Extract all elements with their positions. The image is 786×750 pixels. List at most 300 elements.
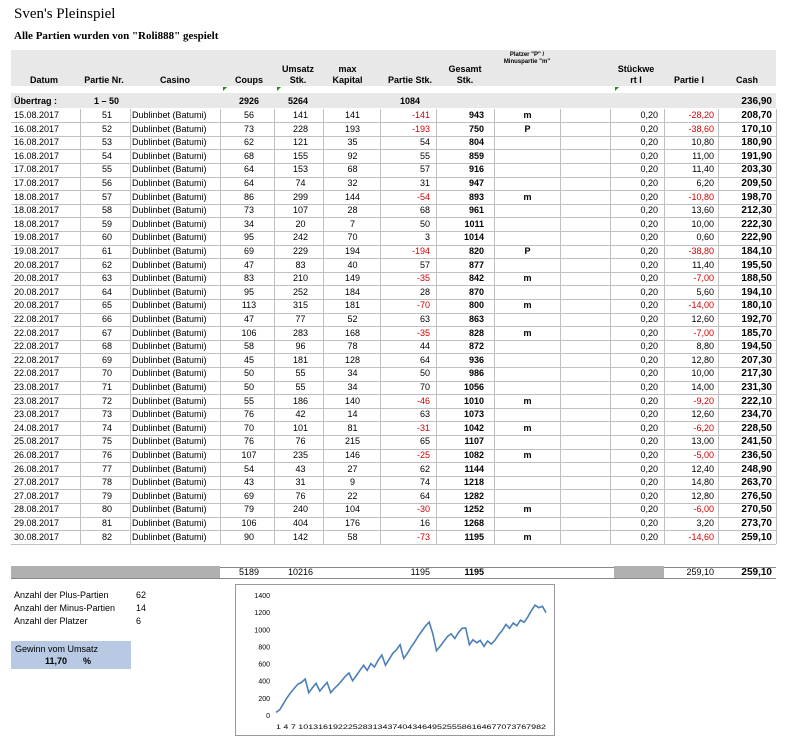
cell-pi: 14,80 — [691, 477, 714, 488]
cell-pi: 12,80 — [691, 490, 714, 501]
total-partie-i: 259,10 — [686, 567, 714, 577]
cell-umsatz: 181 — [292, 354, 309, 365]
cell-coups: 43 — [243, 477, 254, 488]
cell-nr: 57 — [101, 191, 112, 202]
cell-sw: 0,20 — [640, 300, 658, 311]
cell-date: 26.08.2017 — [14, 463, 60, 474]
cell-coups: 47 — [243, 259, 254, 270]
cell-coups: 73 — [243, 205, 254, 216]
cell-sw: 0,20 — [640, 450, 658, 460]
cell-nr: 79 — [101, 490, 112, 501]
cell-max: 7 — [349, 218, 355, 229]
cell-max: 141 — [344, 110, 361, 120]
cell-coups: 70 — [243, 422, 254, 433]
column-divider — [80, 109, 81, 544]
header-partie-stk: Partie Stk. — [387, 75, 433, 85]
y-tick-label: 600 — [258, 661, 270, 669]
cell-sw: 0,20 — [640, 382, 658, 392]
cell-pi: 10,00 — [691, 368, 714, 379]
cell-sw: 0,20 — [640, 395, 658, 406]
cell-gesamt: 1195 — [464, 531, 484, 542]
cell-coups: 106 — [241, 518, 257, 528]
gewinn-label: Gewinn vom Umsatz — [15, 644, 99, 654]
cell-max: 52 — [347, 314, 358, 324]
carry-gesamt: 1084 — [399, 96, 421, 106]
cell-umsatz: 20 — [295, 218, 306, 229]
cell-gesamt: 1252 — [463, 504, 484, 515]
cell-date: 16.08.2017 — [14, 123, 60, 134]
cell-umsatz: 141 — [292, 110, 309, 120]
cell-umsatz: 55 — [295, 368, 306, 379]
cell-max: 193 — [344, 123, 361, 134]
cell-flag: m — [523, 300, 532, 311]
cell-max: 32 — [347, 178, 358, 188]
row-divider — [11, 544, 776, 545]
cell-gesamt: 1042 — [463, 422, 484, 433]
cell-pi: -7,00 — [693, 327, 714, 338]
cell-cash: 188,50 — [741, 273, 772, 285]
cell-sw: 0,20 — [640, 232, 658, 243]
column-divider — [380, 109, 381, 544]
cell-date: 20.08.2017 — [14, 286, 60, 297]
cell-date: 15.08.2017 — [14, 110, 60, 120]
header-cash: Cash — [735, 75, 758, 85]
cell-max: 35 — [347, 137, 358, 148]
cell-nr: 80 — [101, 504, 112, 515]
cell-sw: 0,20 — [640, 368, 658, 379]
cell-max: 34 — [347, 368, 358, 379]
cell-cash: 207,30 — [741, 354, 772, 366]
cell-max: 78 — [347, 341, 358, 352]
cell-gesamt: 1014 — [463, 232, 484, 243]
cell-gesamt: 893 — [468, 191, 484, 202]
cell-gesamt: 859 — [468, 150, 484, 161]
cell-coups: 95 — [243, 232, 254, 243]
cell-sw: 0,20 — [640, 504, 658, 515]
cell-umsatz: 142 — [292, 531, 309, 542]
carry-umsatz: 5264 — [287, 96, 309, 106]
cell-gesamt: 863 — [468, 314, 484, 324]
cell-nr: 82 — [101, 531, 112, 542]
cell-nr: 51 — [101, 110, 112, 120]
cell-flag — [505, 136, 550, 149]
cell-partie: 28 — [419, 286, 430, 297]
cell-casino: Dublinbet (Batumi) — [132, 409, 207, 420]
cell-flag: m — [523, 450, 532, 460]
cell-partie: 63 — [419, 409, 430, 420]
cell-casino: Dublinbet (Batumi) — [132, 463, 207, 474]
cell-casino: Dublinbet (Batumi) — [132, 150, 207, 161]
cell-nr: 53 — [101, 137, 112, 148]
cell-gesamt: 961 — [468, 205, 484, 216]
cell-coups: 47 — [243, 314, 254, 324]
cell-max: 140 — [344, 395, 361, 406]
cell-cash: 194,10 — [741, 286, 772, 298]
cell-nr: 61 — [101, 246, 112, 256]
cell-nr: 54 — [101, 150, 112, 161]
cell-flag — [505, 259, 550, 272]
cell-gesamt: 1268 — [463, 518, 484, 528]
cell-date: 20.08.2017 — [14, 300, 60, 311]
cell-cash: 222,90 — [741, 232, 772, 244]
cell-partie: -25 — [416, 450, 430, 460]
cell-date: 19.08.2017 — [14, 232, 60, 243]
cell-casino: Dublinbet (Batumi) — [132, 246, 207, 256]
cell-umsatz: 240 — [292, 504, 309, 515]
cell-date: 17.08.2017 — [14, 178, 60, 188]
cell-cash: 184,10 — [741, 246, 772, 257]
cell-nr: 74 — [101, 422, 112, 433]
cell-cash: 198,70 — [741, 191, 772, 203]
cell-nr: 59 — [101, 218, 112, 229]
cell-partie: 74 — [419, 477, 430, 488]
cell-nr: 67 — [101, 327, 112, 338]
cell-partie: 62 — [419, 463, 430, 474]
cell-nr: 72 — [101, 395, 112, 406]
cell-partie: 44 — [419, 341, 430, 352]
stat-platzer — [14, 616, 142, 626]
cell-gesamt: 947 — [468, 178, 484, 188]
cell-flag — [505, 177, 550, 190]
cell-flag — [505, 463, 550, 476]
cell-partie: 64 — [419, 490, 430, 501]
cell-umsatz: 76 — [295, 490, 306, 501]
cell-umsatz: 101 — [292, 422, 309, 433]
cell-cash: 222,30 — [741, 218, 772, 230]
cell-nr: 77 — [101, 463, 112, 474]
column-divider — [718, 109, 719, 544]
cell-pi: -10,80 — [688, 191, 714, 202]
cell-date: 30.08.2017 — [14, 531, 60, 542]
cell-gesamt: 1107 — [464, 436, 484, 447]
cell-sw: 0,20 — [640, 246, 658, 256]
cell-pi: 12,60 — [691, 314, 714, 324]
cell-nr: 69 — [101, 354, 112, 365]
cell-partie: 55 — [419, 150, 430, 161]
cell-gesamt: 1144 — [464, 463, 484, 474]
cell-gesamt: 1082 — [463, 450, 484, 460]
cell-casino: Dublinbet (Batumi) — [132, 314, 207, 324]
cell-nr: 56 — [101, 178, 112, 188]
comment-marker — [223, 87, 227, 91]
cell-nr: 73 — [101, 409, 112, 420]
cell-gesamt: 804 — [468, 137, 484, 148]
cell-cash: 180,10 — [741, 300, 772, 312]
cell-max: 68 — [347, 164, 358, 175]
cell-umsatz: 155 — [292, 150, 309, 161]
cell-casino: Dublinbet (Batumi) — [132, 490, 207, 501]
total-gesamt: 1195 — [464, 567, 484, 577]
column-divider — [274, 109, 275, 544]
cell-cash: 231,30 — [741, 382, 772, 393]
cell-casino: Dublinbet (Batumi) — [132, 300, 207, 311]
cell-flag: m — [523, 531, 532, 542]
cell-coups: 54 — [243, 463, 254, 474]
cell-sw: 0,20 — [640, 341, 658, 352]
cell-coups: 83 — [243, 273, 254, 284]
cell-partie: -194 — [411, 246, 430, 256]
total-cash: 259,10 — [741, 567, 772, 578]
cell-partie: 50 — [419, 218, 430, 229]
cell-gesamt: 1282 — [463, 490, 484, 501]
cell-flag — [505, 435, 550, 448]
cell-pi: 11,00 — [692, 150, 714, 161]
cell-max: 184 — [344, 286, 361, 297]
cell-pi: 12,40 — [691, 463, 714, 474]
cell-partie: 63 — [419, 314, 430, 324]
cell-cash: 195,50 — [741, 259, 772, 271]
cell-cash: 259,10 — [741, 531, 772, 543]
cell-flag — [505, 340, 550, 353]
cell-coups: 79 — [243, 504, 254, 515]
cell-cash: 212,30 — [741, 205, 772, 217]
header-datum: Datum — [29, 75, 58, 85]
cell-umsatz: 83 — [295, 259, 306, 270]
cell-coups: 86 — [243, 191, 254, 202]
total-coups: 5189 — [238, 567, 260, 577]
column-divider — [323, 109, 324, 544]
cell-partie: 65 — [419, 436, 430, 447]
cell-umsatz: 74 — [295, 178, 306, 188]
cell-date: 18.08.2017 — [14, 191, 60, 202]
cell-nr: 55 — [101, 164, 112, 175]
cell-coups: 45 — [243, 354, 254, 365]
chart-box — [235, 584, 555, 736]
y-tick-label: 1000 — [254, 627, 270, 635]
cell-sw: 0,20 — [640, 518, 658, 528]
cell-gesamt: 800 — [468, 300, 484, 311]
cell-max: 176 — [344, 518, 361, 528]
cell-casino: Dublinbet (Batumi) — [132, 395, 207, 406]
cell-casino: Dublinbet (Batumi) — [132, 368, 207, 379]
cell-max: 149 — [344, 273, 361, 284]
cell-coups: 69 — [243, 490, 254, 501]
cell-flag: m — [523, 504, 532, 515]
carry-label: Übertrag : — [14, 96, 58, 106]
cell-nr: 58 — [101, 205, 112, 216]
cell-gesamt: 820 — [468, 246, 484, 256]
cell-max: 168 — [344, 327, 361, 338]
cell-max: 28 — [347, 205, 358, 216]
cell-casino: Dublinbet (Batumi) — [132, 123, 207, 134]
cell-coups: 90 — [243, 531, 254, 542]
cell-sw: 0,20 — [640, 314, 658, 324]
cell-sw: 0,20 — [640, 422, 658, 433]
cell-umsatz: 107 — [292, 205, 309, 216]
cell-cash: 209,50 — [741, 178, 772, 189]
cell-gesamt: 870 — [468, 286, 484, 297]
cell-casino: Dublinbet (Batumi) — [132, 232, 207, 243]
stat-plus-value: 62 — [136, 590, 147, 600]
carry-cash: 236,90 — [741, 96, 772, 107]
cell-flag: m — [523, 273, 532, 284]
cell-gesamt: 750 — [468, 123, 484, 134]
cell-nr: 70 — [101, 368, 112, 379]
cell-cash: 222,10 — [741, 395, 772, 407]
cell-partie: 16 — [419, 518, 430, 528]
cell-cash: 192,70 — [741, 314, 772, 325]
cell-gesamt: 1010 — [463, 395, 484, 406]
cell-coups: 64 — [243, 178, 254, 188]
y-tick-label: 1400 — [254, 593, 270, 600]
page-subtitle: Alle Partien wurden von "Roli888" gespielt — [14, 30, 219, 42]
cell-max: 9 — [349, 477, 355, 488]
cell-cash: 217,30 — [741, 368, 772, 380]
cell-flag: P — [524, 123, 531, 134]
cell-flag — [505, 490, 550, 503]
cell-flag — [505, 204, 550, 217]
cell-umsatz: 210 — [292, 273, 309, 284]
line-chart — [236, 585, 554, 735]
cell-max: 194 — [344, 246, 361, 256]
cell-flag: m — [523, 110, 532, 120]
cell-date: 25.08.2017 — [14, 436, 60, 447]
cell-flag — [505, 381, 550, 394]
cell-umsatz: 252 — [292, 286, 309, 297]
cell-casino: Dublinbet (Batumi) — [132, 518, 207, 528]
total-partie: 1195 — [410, 567, 430, 577]
cell-flag — [505, 517, 550, 530]
cell-nr: 65 — [101, 300, 112, 311]
cell-cash: 234,70 — [741, 409, 772, 421]
cell-sw: 0,20 — [640, 354, 658, 365]
cell-pi: 3,20 — [696, 518, 714, 528]
cell-pi: -9,20 — [693, 395, 714, 406]
cell-sw: 0,20 — [640, 164, 658, 175]
cell-sw: 0,20 — [640, 286, 658, 297]
cell-cash: 241,50 — [741, 436, 772, 448]
cell-date: 20.08.2017 — [14, 259, 60, 270]
cell-umsatz: 76 — [295, 436, 306, 447]
cell-sw: 0,20 — [640, 273, 658, 284]
page-title: Sven's Pleinspiel — [14, 6, 116, 22]
header-stueckwert: Stückwe rt I — [617, 64, 655, 85]
cell-nr: 64 — [101, 286, 112, 297]
cell-date: 22.08.2017 — [14, 368, 60, 379]
cell-gesamt: 1218 — [463, 477, 484, 488]
cell-pi: 8,80 — [696, 341, 714, 352]
cell-partie: -31 — [416, 422, 430, 433]
header-partie-i: Partie I — [673, 75, 704, 85]
cell-flag: m — [523, 395, 532, 406]
column-divider — [494, 109, 495, 544]
cell-pi: -38,80 — [688, 246, 714, 256]
stat-minus-label: Anzahl der Minus-Partien — [14, 603, 116, 613]
cell-coups: 107 — [241, 450, 257, 460]
cell-pi: 12,80 — [691, 354, 714, 365]
cell-casino: Dublinbet (Batumi) — [132, 259, 207, 270]
cell-nr: 62 — [101, 259, 112, 270]
cell-sw: 0,20 — [640, 123, 658, 134]
cell-date: 22.08.2017 — [14, 327, 60, 338]
cell-partie: -35 — [416, 327, 430, 338]
cell-partie: 57 — [419, 259, 430, 270]
cell-gesamt: 1073 — [463, 409, 484, 420]
cell-umsatz: 77 — [295, 314, 306, 324]
cell-cash: 170,10 — [741, 123, 772, 135]
cell-pi: 12,60 — [691, 409, 714, 420]
cell-sw: 0,20 — [640, 178, 658, 188]
cell-casino: Dublinbet (Batumi) — [132, 382, 207, 392]
cell-nr: 52 — [101, 123, 112, 134]
cell-max: 40 — [347, 259, 358, 270]
cell-date: 22.08.2017 — [14, 354, 60, 365]
cell-umsatz: 229 — [292, 246, 309, 256]
column-divider — [220, 109, 221, 544]
cell-coups: 106 — [241, 327, 257, 338]
cell-coups: 95 — [243, 286, 254, 297]
cell-flag — [505, 354, 550, 367]
cell-sw: 0,20 — [640, 110, 658, 120]
cell-sw: 0,20 — [640, 477, 658, 488]
cell-flag — [505, 231, 550, 244]
cell-partie: 68 — [419, 205, 430, 216]
cell-coups: 34 — [243, 218, 254, 229]
cell-partie: -70 — [416, 300, 430, 311]
cell-casino: Dublinbet (Batumi) — [132, 191, 207, 202]
cell-coups: 76 — [243, 409, 254, 420]
cell-pi: 11,40 — [692, 259, 714, 270]
header-umsatz: Umsatz Stk. — [281, 64, 314, 85]
stat-platzer-label: Anzahl der Platzer — [14, 616, 88, 626]
cell-partie: -46 — [416, 395, 430, 406]
cell-coups: 73 — [243, 123, 254, 134]
cell-coups: 58 — [243, 341, 254, 352]
header-casino: Casino — [159, 75, 190, 85]
cell-gesamt: 828 — [468, 327, 484, 338]
cell-date: 16.08.2017 — [14, 150, 60, 161]
cell-gesamt: 986 — [468, 368, 484, 379]
cell-nr: 71 — [101, 382, 112, 392]
cell-max: 146 — [344, 450, 361, 460]
cell-pi: 6,20 — [696, 178, 714, 188]
cell-flag — [505, 163, 550, 176]
cell-pi: 10,80 — [691, 137, 714, 148]
cell-casino: Dublinbet (Batumi) — [132, 273, 207, 284]
cell-max: 92 — [347, 150, 358, 161]
cell-sw: 0,20 — [640, 137, 658, 148]
cell-pi: -7,00 — [693, 273, 714, 284]
cell-nr: 76 — [101, 450, 112, 460]
cell-partie: -141 — [411, 110, 430, 120]
cell-max: 81 — [347, 422, 358, 433]
cell-pi: -6,00 — [693, 504, 714, 515]
cell-casino: Dublinbet (Batumi) — [132, 477, 207, 488]
cell-umsatz: 42 — [295, 409, 306, 420]
cell-umsatz: 299 — [292, 191, 309, 202]
y-tick-label: 0 — [266, 713, 270, 720]
cell-cash: 270,50 — [741, 504, 772, 516]
cell-date: 20.08.2017 — [14, 273, 60, 284]
carry-range: 1 – 50 — [93, 96, 120, 106]
total-umsatz: 10216 — [287, 567, 314, 577]
cell-date: 29.08.2017 — [14, 518, 60, 528]
cell-pi: 13,60 — [691, 205, 714, 216]
cell-umsatz: 55 — [295, 382, 306, 392]
cell-partie: -193 — [411, 123, 430, 134]
cell-partie: -54 — [416, 191, 430, 202]
cell-partie: 57 — [419, 164, 430, 175]
cell-max: 22 — [347, 490, 358, 501]
cell-flag — [505, 367, 550, 380]
cell-coups: 76 — [243, 436, 254, 447]
cell-max: 104 — [344, 504, 361, 515]
cell-cash: 180,90 — [741, 137, 772, 149]
cell-date: 27.08.2017 — [14, 490, 60, 501]
cell-sw: 0,20 — [640, 259, 658, 270]
x-tick-labels: 1 4 7 10131619222528313437404346495255586164677073767982 — [276, 724, 547, 731]
cell-coups: 55 — [243, 395, 254, 406]
